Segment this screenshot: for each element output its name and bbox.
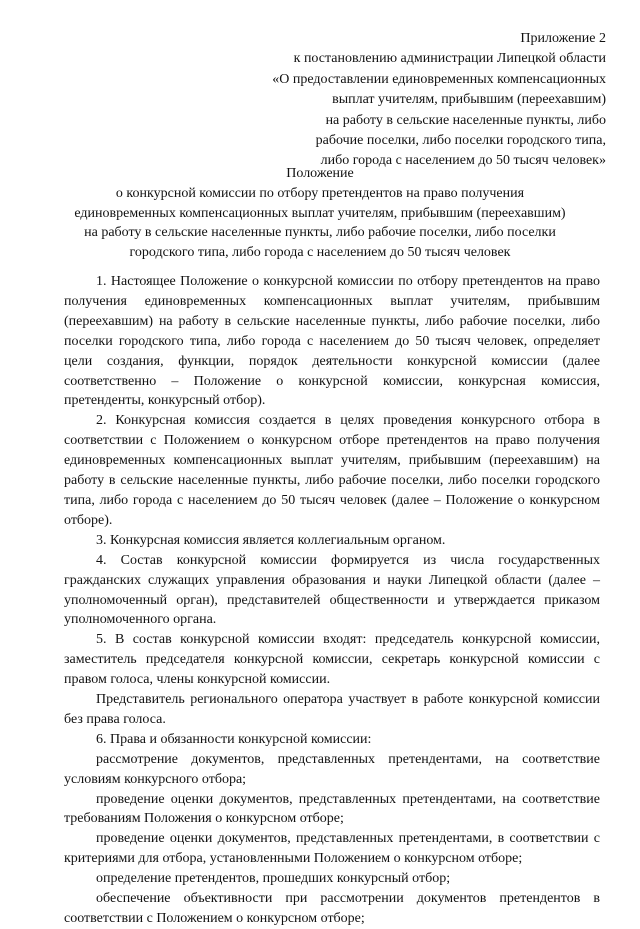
heading-title: Положение (286, 166, 354, 181)
document-body (64, 272, 600, 929)
paragraph-1: 1. Настоящее Положение о конкурсной комиссии по отбору претендентов на право получения единовременных компенсационных выплат учителям, прибывшим (переехавшим) на работу в сельские населенные пункты, либо рабочие поселки, либо поселки городского типа, либо города с населением до 50 тысяч человек, определяет цели создания, функции, порядок деятельности конкурсной комиссии (далее соответственно – Положение о конкурсной комиссии, конкурсная комиссия, претенденты, конкурсный отбор). (64, 274, 600, 409)
list-item: проведение оценки документов, представленных претендентами, на соответствие требованиям Положения о конкурсном отборе; (64, 791, 600, 827)
paragraph-5-note: Представитель регионального оператора участвует в работе конкурсной комиссии без права голоса. (64, 692, 600, 727)
list-item: проведение оценки документов, представленных претендентами, в соответствии с критериями для отбора, установленными Положением о конкурсном отборе; (64, 831, 600, 867)
paragraph-3: 3. Конкурсная комиссия является коллегиальным органом. (96, 532, 446, 548)
appendix-line: к постановлению администрации Липецкой области (293, 51, 606, 67)
paragraph-4: 4. Состав конкурсной комиссии формируется из числа государственных гражданских служащих управления образования и науки Липецкой области (далее – уполномоченный орган), представителей общественности и утверждается приказом уполномоченного органа. (64, 552, 600, 628)
appendix-line: либо города с населением до 50 тысяч человек» (320, 153, 606, 169)
paragraph-5: 5. В состав конкурсной комиссии входят: председатель конкурсной комиссии, заместитель председателя конкурсной комиссии, секретарь конкурсной комиссии с правом голоса, члены конкурсной комиссии. (64, 632, 600, 688)
heading-line: о конкурсной комиссии по отбору претендентов на право получения (115, 185, 525, 201)
list-item: обеспечение объективности при рассмотрении документов претендентов в соответствии с Положением о конкурсном отборе; (64, 891, 600, 926)
appendix-line: рабочие поселки, либо поселки городского типа, (315, 133, 606, 149)
list-item: рассмотрение документов, представленных претендентами, на соответствие условиям конкурсного отбора; (64, 751, 600, 787)
document-heading (40, 164, 600, 263)
heading-line: единовременных компенсационных выплат учителям, прибывшим (переехавшим) (74, 205, 566, 221)
paragraph-6: 6. Права и обязанности конкурсной комиссии: (96, 731, 372, 747)
appendix-line: «О предоставлении единовременных компенсационных (272, 71, 606, 87)
appendix-line: на работу в сельские населенные пункты, либо (325, 112, 606, 128)
appendix-line: выплат учителям, прибывшим (переехавшим) (332, 92, 606, 108)
paragraph-2: 2. Конкурсная комиссия создается в целях проведения конкурсного отбора в соответствии с Положением о конкурсном отборе претендентов на право получения единовременных компенсационных выплат учителям, прибывшим (переехавшим) на работу в сельские населенные пункты, либо рабочие поселки, либо поселки городского типа, либо города с населением до 50 тысяч человек (далее – Положение о конкурсном отборе). (64, 413, 600, 528)
appendix-line: Приложение 2 (520, 31, 606, 46)
heading-line: городского типа, либо города с населением до 50 тысяч человек (129, 245, 511, 261)
appendix-block (272, 29, 606, 172)
heading-line: на работу в сельские населенные пункты, либо рабочие поселки, либо поселки (84, 225, 556, 241)
list-item: определение претендентов, прошедших конкурсный отбор; (96, 871, 451, 887)
